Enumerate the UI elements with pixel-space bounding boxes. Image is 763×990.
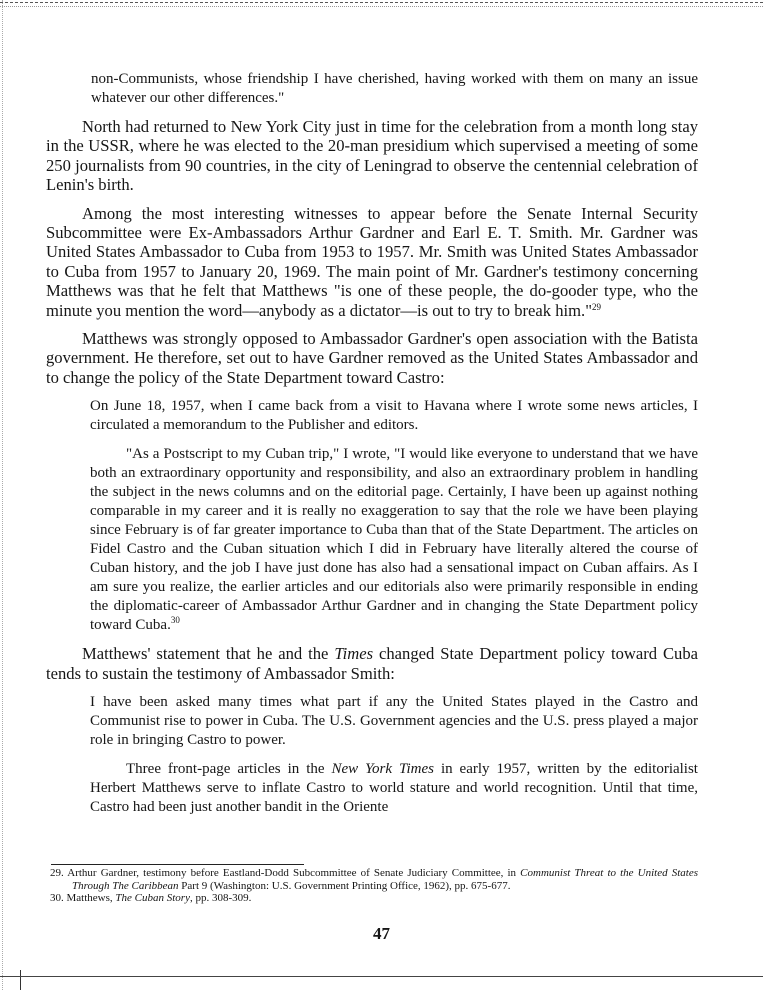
- footnote-29-italic: Communist Threat to the United States Through The Caribbean: [72, 867, 698, 892]
- quote-front-page-articles: [46, 760, 698, 817]
- scan-edge-top-dotted: [0, 6, 763, 7]
- quote-postscript: [46, 445, 698, 635]
- footnote-29: [50, 867, 698, 892]
- quote-postscript-text: "As a Postscript to my Cuban trip," I wrote, "I would like everyone to understand that we have both an extraordinary opportunity and responsibility, and also an extraordinary problem in handling the subject in the news columns and on the editorial page. Certainly, I have been up against nothing comparable in my career and it is really no exaggeration to say that the role we have been playing since February is of far greater importance to Cuba than that of the State Department. The articles on Fidel Castro and the Cuban situation which I did in February have literally altered the course of Cuban history, and the job I have just done has also had a sensational impact on Cuban affairs. As I am sure you realize, the earlier articles and our editorials also were primarily responsible in ending the diplomatic-career of Ambassador Arthur Gardner and in changing the State Department policy toward Cuba.: [90, 446, 698, 634]
- footnote-30-italic: The Cuban Story: [115, 892, 190, 904]
- footnote-29-post: Part 9 (Washington: U.S. Government Printing Office, 1962), pp. 675-677.: [178, 879, 511, 892]
- quote-front-page-italic: New York Times: [331, 761, 434, 778]
- footnotes: [50, 867, 698, 905]
- page-body: [46, 70, 698, 817]
- footnote-30-number: 30.: [50, 892, 64, 904]
- footnote-ref-29: 29: [591, 301, 601, 312]
- quote-smith-asked: I have been asked many times what part if any the United States played in the Castro and Communist rise to power in Cuba. The U.S. Government agencies and the U.S. press played a major role in bringing Castro to power.: [90, 694, 698, 749]
- scan-edge-left-mark: [20, 970, 21, 990]
- footnote-30: [50, 892, 698, 905]
- scan-edge-bottom: [0, 976, 763, 977]
- quote-front-page-pre: Three front-page articles in the: [126, 761, 332, 778]
- paragraph-senate-witnesses-text: Among the most interesting witnesses to appear before the Senate Internal Security Subcommittee were Ex-Ambassadors Arthur Gardner and Earl E. T. Smith. Mr. Gardner was United States Ambassador to Cuba from 1953 to 1957. Mr. Smith was United States Ambassador to Cuba from 1957 to January 20, 1969. The main point of Mr. Gardner's testimony concerning Matthews was that he felt that Matthews "is one of these people, the do-gooder type, who the minute you mention the word—anybody as a dictator—is out to try to break him.": [46, 203, 698, 320]
- footnote-ref-30: 30: [170, 615, 180, 626]
- paragraph-north-returned: North had returned to New York City just in time for the celebration from a month long stay in the USSR, where he was elected to the 20-man presidium which supervised a meeting of some 250 journalists from 90 countries, in the city of Leningrad to observe the centennial celebration of Lenin's birth.: [46, 117, 698, 195]
- footnote-29-number: 29.: [50, 867, 64, 879]
- paragraph-matthews-statement-pre: Matthews' statement that he and the: [82, 644, 335, 664]
- footnote-30-post: , pp. 308-309.: [189, 892, 252, 904]
- quote-front-page-post: in early 1957, written by the editorialist Herbert Matthews serve to inflate Castro to world stature and world recognition. Until that time, Castro had been just another bandit in the Oriente: [90, 761, 698, 816]
- scan-edge-top: [0, 2, 763, 3]
- paragraph-matthews-statement-post: changed State Department policy toward Cuba tends to sustain the testimony of Ambassador Smith:: [46, 644, 698, 683]
- paragraph-matthews-statement-italic: Times: [334, 644, 374, 664]
- block-quote-continuation: non-Communists, whose friendship I have cherished, having worked with them on many an issue whatever our other differences.": [91, 71, 698, 106]
- page-number: 47: [373, 924, 390, 943]
- footnote-divider: [51, 864, 304, 865]
- scan-edge-left: [2, 0, 3, 990]
- paragraph-matthews-opposed: Matthews was strongly opposed to Ambassador Gardner's open association with the Batista government. He therefore, set out to have Gardner removed as the United States Ambassador and to change the policy of the State Department toward Castro:: [46, 329, 698, 387]
- footnote-30-pre: Matthews,: [66, 892, 116, 904]
- paragraph-matthews-statement: [46, 644, 698, 683]
- quote-june-18: On June 18, 1957, when I came back from a visit to Havana where I wrote some news articles, I circulated a memorandum to the Publisher and editors.: [90, 398, 698, 434]
- paragraph-senate-witnesses: [46, 204, 698, 320]
- footnote-29-pre: Arthur Gardner, testimony before Eastland-Dodd Subcommittee of Senate Judiciary Committee, in: [67, 867, 521, 879]
